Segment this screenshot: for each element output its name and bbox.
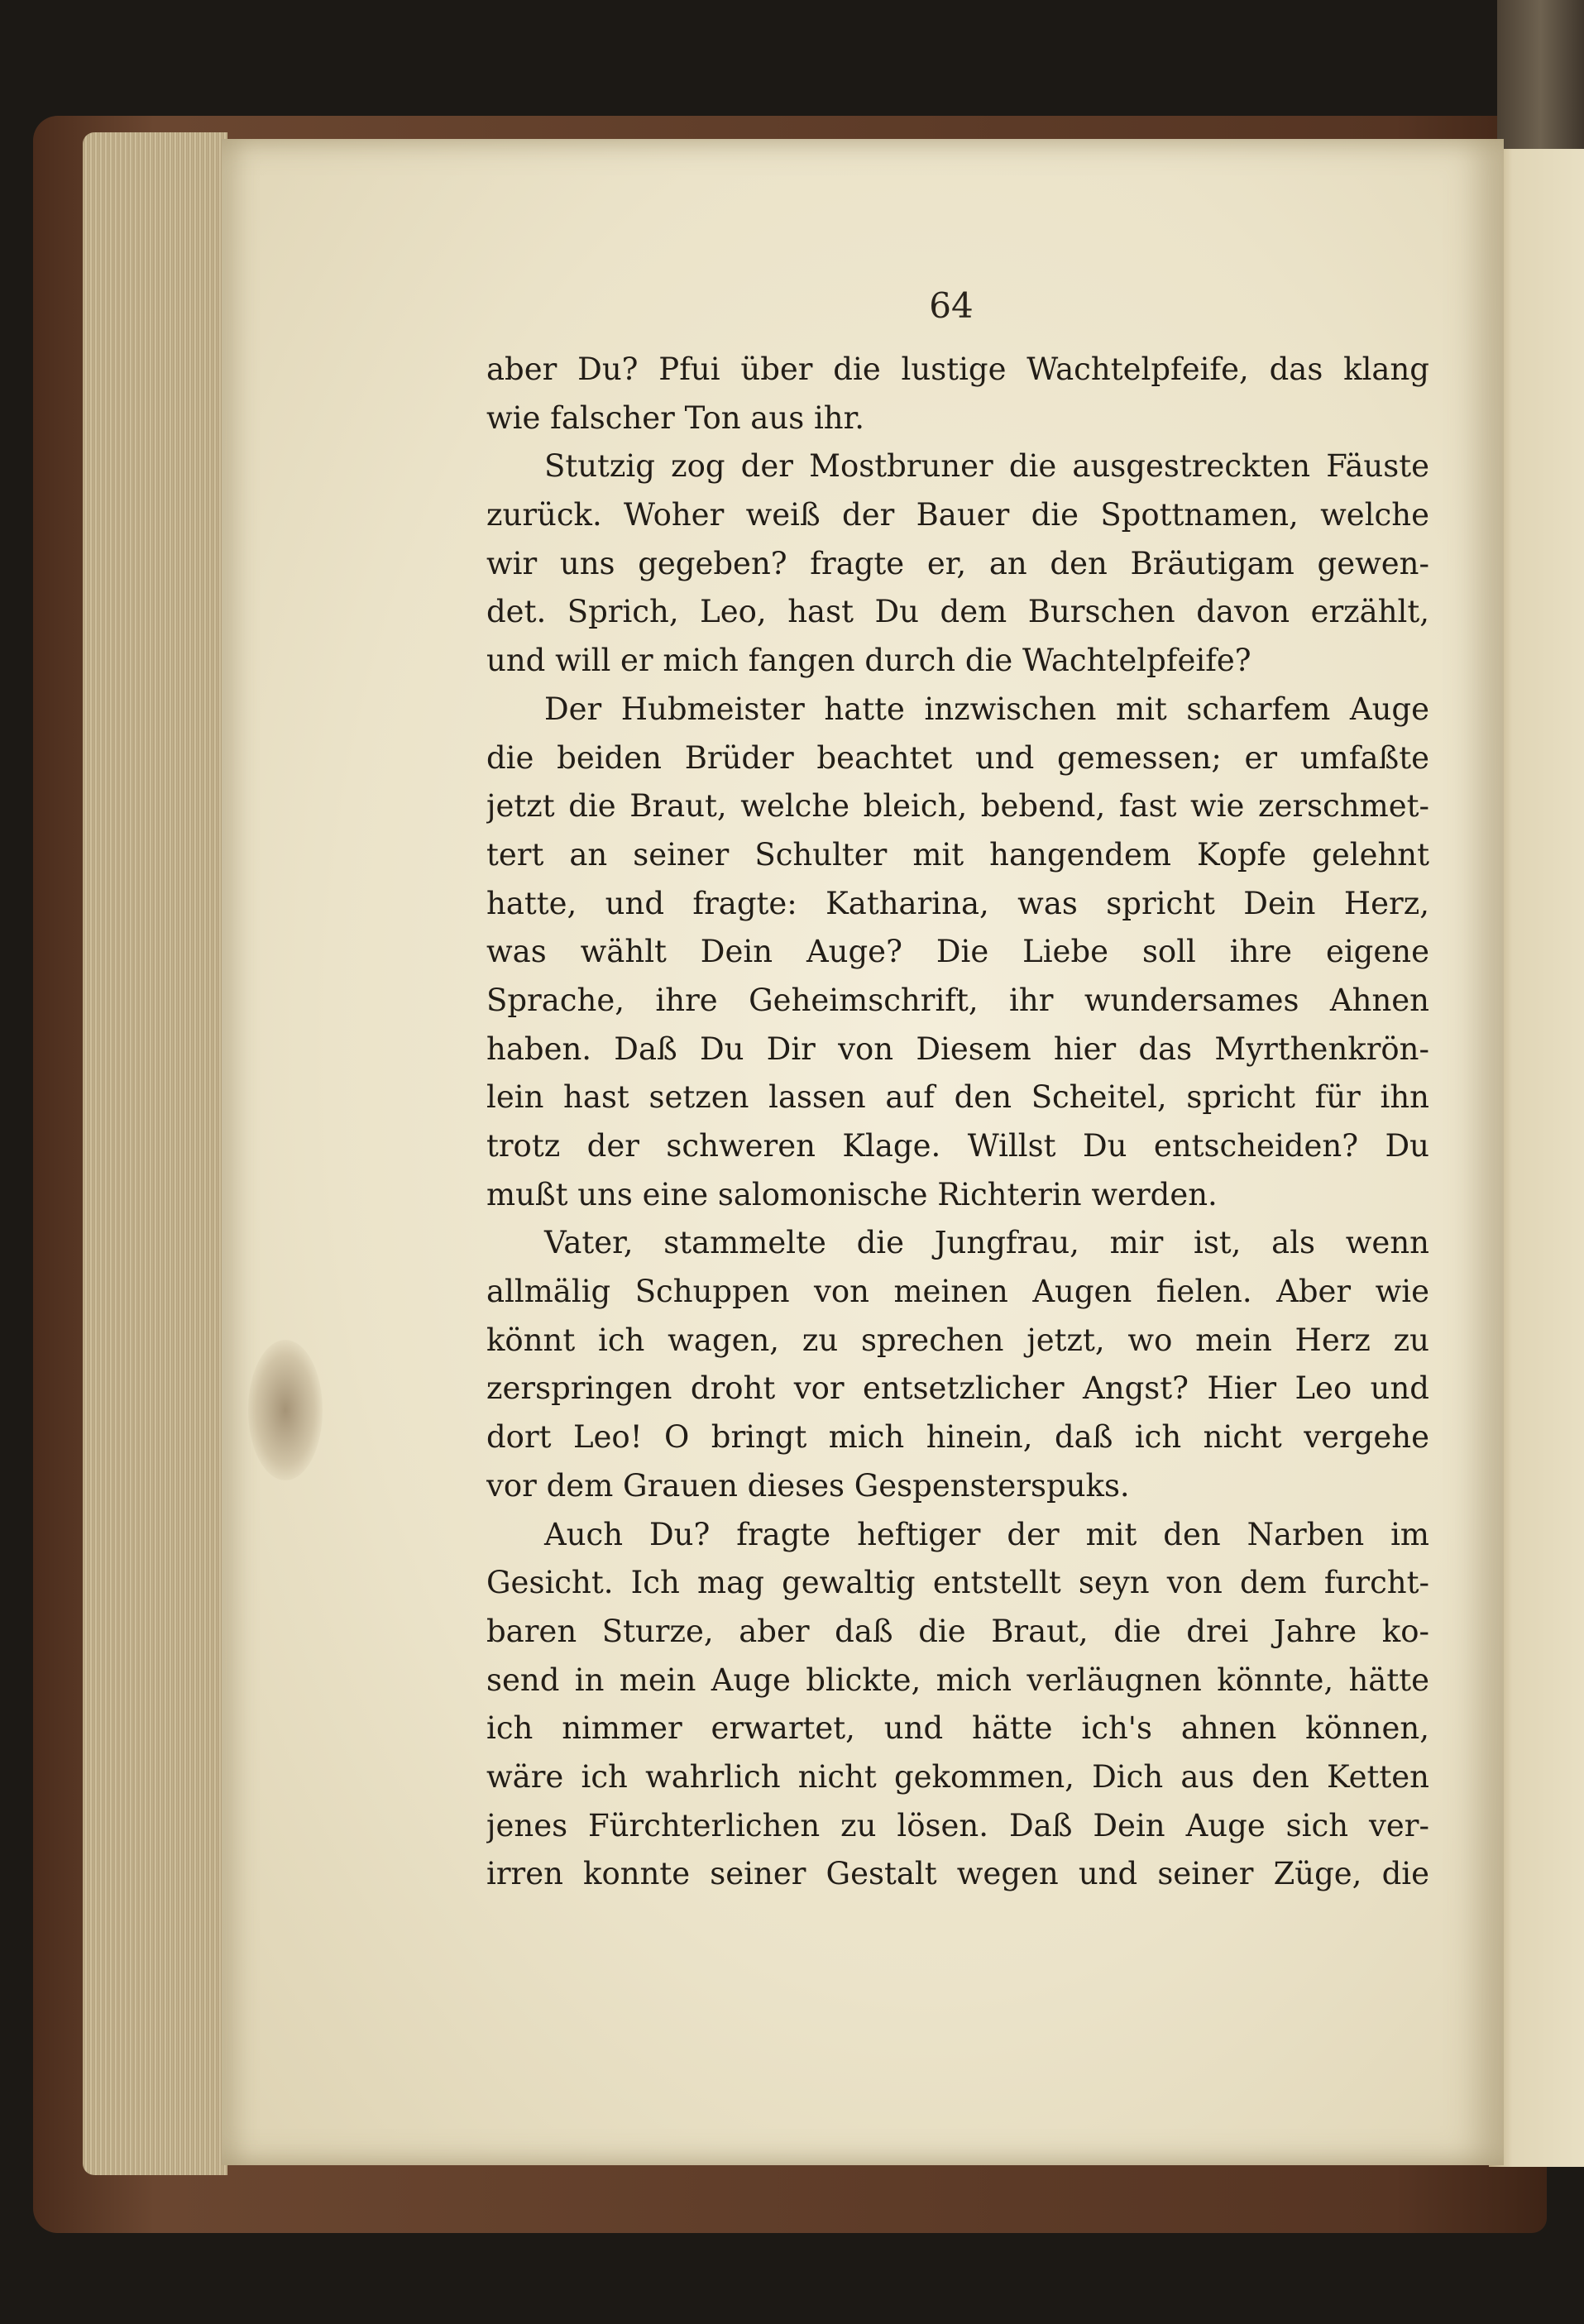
text-line: trotz der schweren Klage. Willst Du entscheiden? Du (486, 1128, 1429, 1164)
text-line: Auch Du? fragte heftiger der mit den Narben im (544, 1516, 1429, 1552)
text-line: Gesicht. Ich mag gewaltig entstellt seyn von dem furcht- (486, 1565, 1429, 1601)
text-line: zurück. Woher weiß der Bauer die Spottnamen, welche (486, 497, 1429, 533)
text-line: wir uns gegeben? fragte er, an den Bräutigam gewen- (486, 545, 1429, 581)
text-line: allmälig Schuppen von meinen Augen fielen. Aber wie (486, 1274, 1429, 1310)
text-line: wie falscher Ton aus ihr. (486, 399, 864, 436)
body-text (486, 346, 1429, 1899)
text-line: vor dem Grauen dieses Gespensterspuks. (486, 1467, 1130, 1504)
text-line: jetzt die Braut, welche bleich, bebend, fast wie zerschmet- (486, 788, 1429, 825)
text-line: zerspringen droht vor entsetzlicher Angst? Hier Leo und (486, 1370, 1429, 1407)
text-line: haben. Daß Du Dir von Diesem hier das Myrthenkrön- (486, 1030, 1429, 1067)
binding-strap (1497, 0, 1584, 157)
page-number: 64 (929, 285, 974, 326)
text-line: Der Hubmeister hatte inzwischen mit scharfem Auge (544, 691, 1429, 727)
text-line: det. Sprich, Leo, hast Du dem Burschen davon erzählt, (486, 594, 1429, 630)
text-line: tert an seiner Schulter mit hangendem Kopfe gelehnt (486, 836, 1429, 873)
text-line: hatte, und fragte: Katharina, was spricht Dein Herz, (486, 885, 1429, 921)
text-line: wäre ich wahrlich nicht gekommen, Dich aus den Ketten (486, 1758, 1429, 1795)
text-line: send in mein Auge blickte, mich verläugnen könnte, hätte (486, 1662, 1429, 1698)
text-line: und will er mich fangen durch die Wachtelpfeife? (486, 643, 1251, 679)
text-line: dort Leo! O bringt mich hinein, daß ich nicht vergehe (486, 1419, 1429, 1456)
text-line: jenes Fürchterlichen zu lösen. Daß Dein Auge sich ver- (486, 1807, 1429, 1843)
text-line: ich nimmer erwartet, und hätte ich's ahnen können, (486, 1710, 1429, 1747)
text-line: die beiden Brüder beachtet und gemessen; er umfaßte (486, 739, 1429, 776)
ink-stain (248, 1340, 323, 1480)
text-line: baren Sturze, aber daß die Braut, die drei Jahre ko- (486, 1613, 1429, 1649)
text-line: Sprache, ihre Geheimschrift, ihr wundersames Ahnen (486, 982, 1429, 1018)
page-stack-edges (83, 132, 227, 2175)
text-line: Stutzig zog der Mostbruner die ausgestreckten Fäuste (544, 448, 1429, 485)
text-line: aber Du? Pfui über die lustige Wachtelpfeife, das klang (486, 351, 1429, 387)
text-line: Vater, stammelte die Jungfrau, mir ist, als wenn (544, 1225, 1429, 1261)
text-line: irren konnte seiner Gestalt wegen und seiner Züge, die (486, 1856, 1429, 1892)
text-line: lein hast setzen lassen auf den Scheitel, spricht für ihn (486, 1079, 1429, 1116)
text-line: mußt uns eine salomonische Richterin werden. (486, 1176, 1218, 1212)
text-line: was wählt Dein Auge? Die Liebe soll ihre eigene (486, 934, 1429, 970)
text-line: könnt ich wagen, zu sprechen jetzt, wo mein Herz zu (486, 1322, 1429, 1358)
